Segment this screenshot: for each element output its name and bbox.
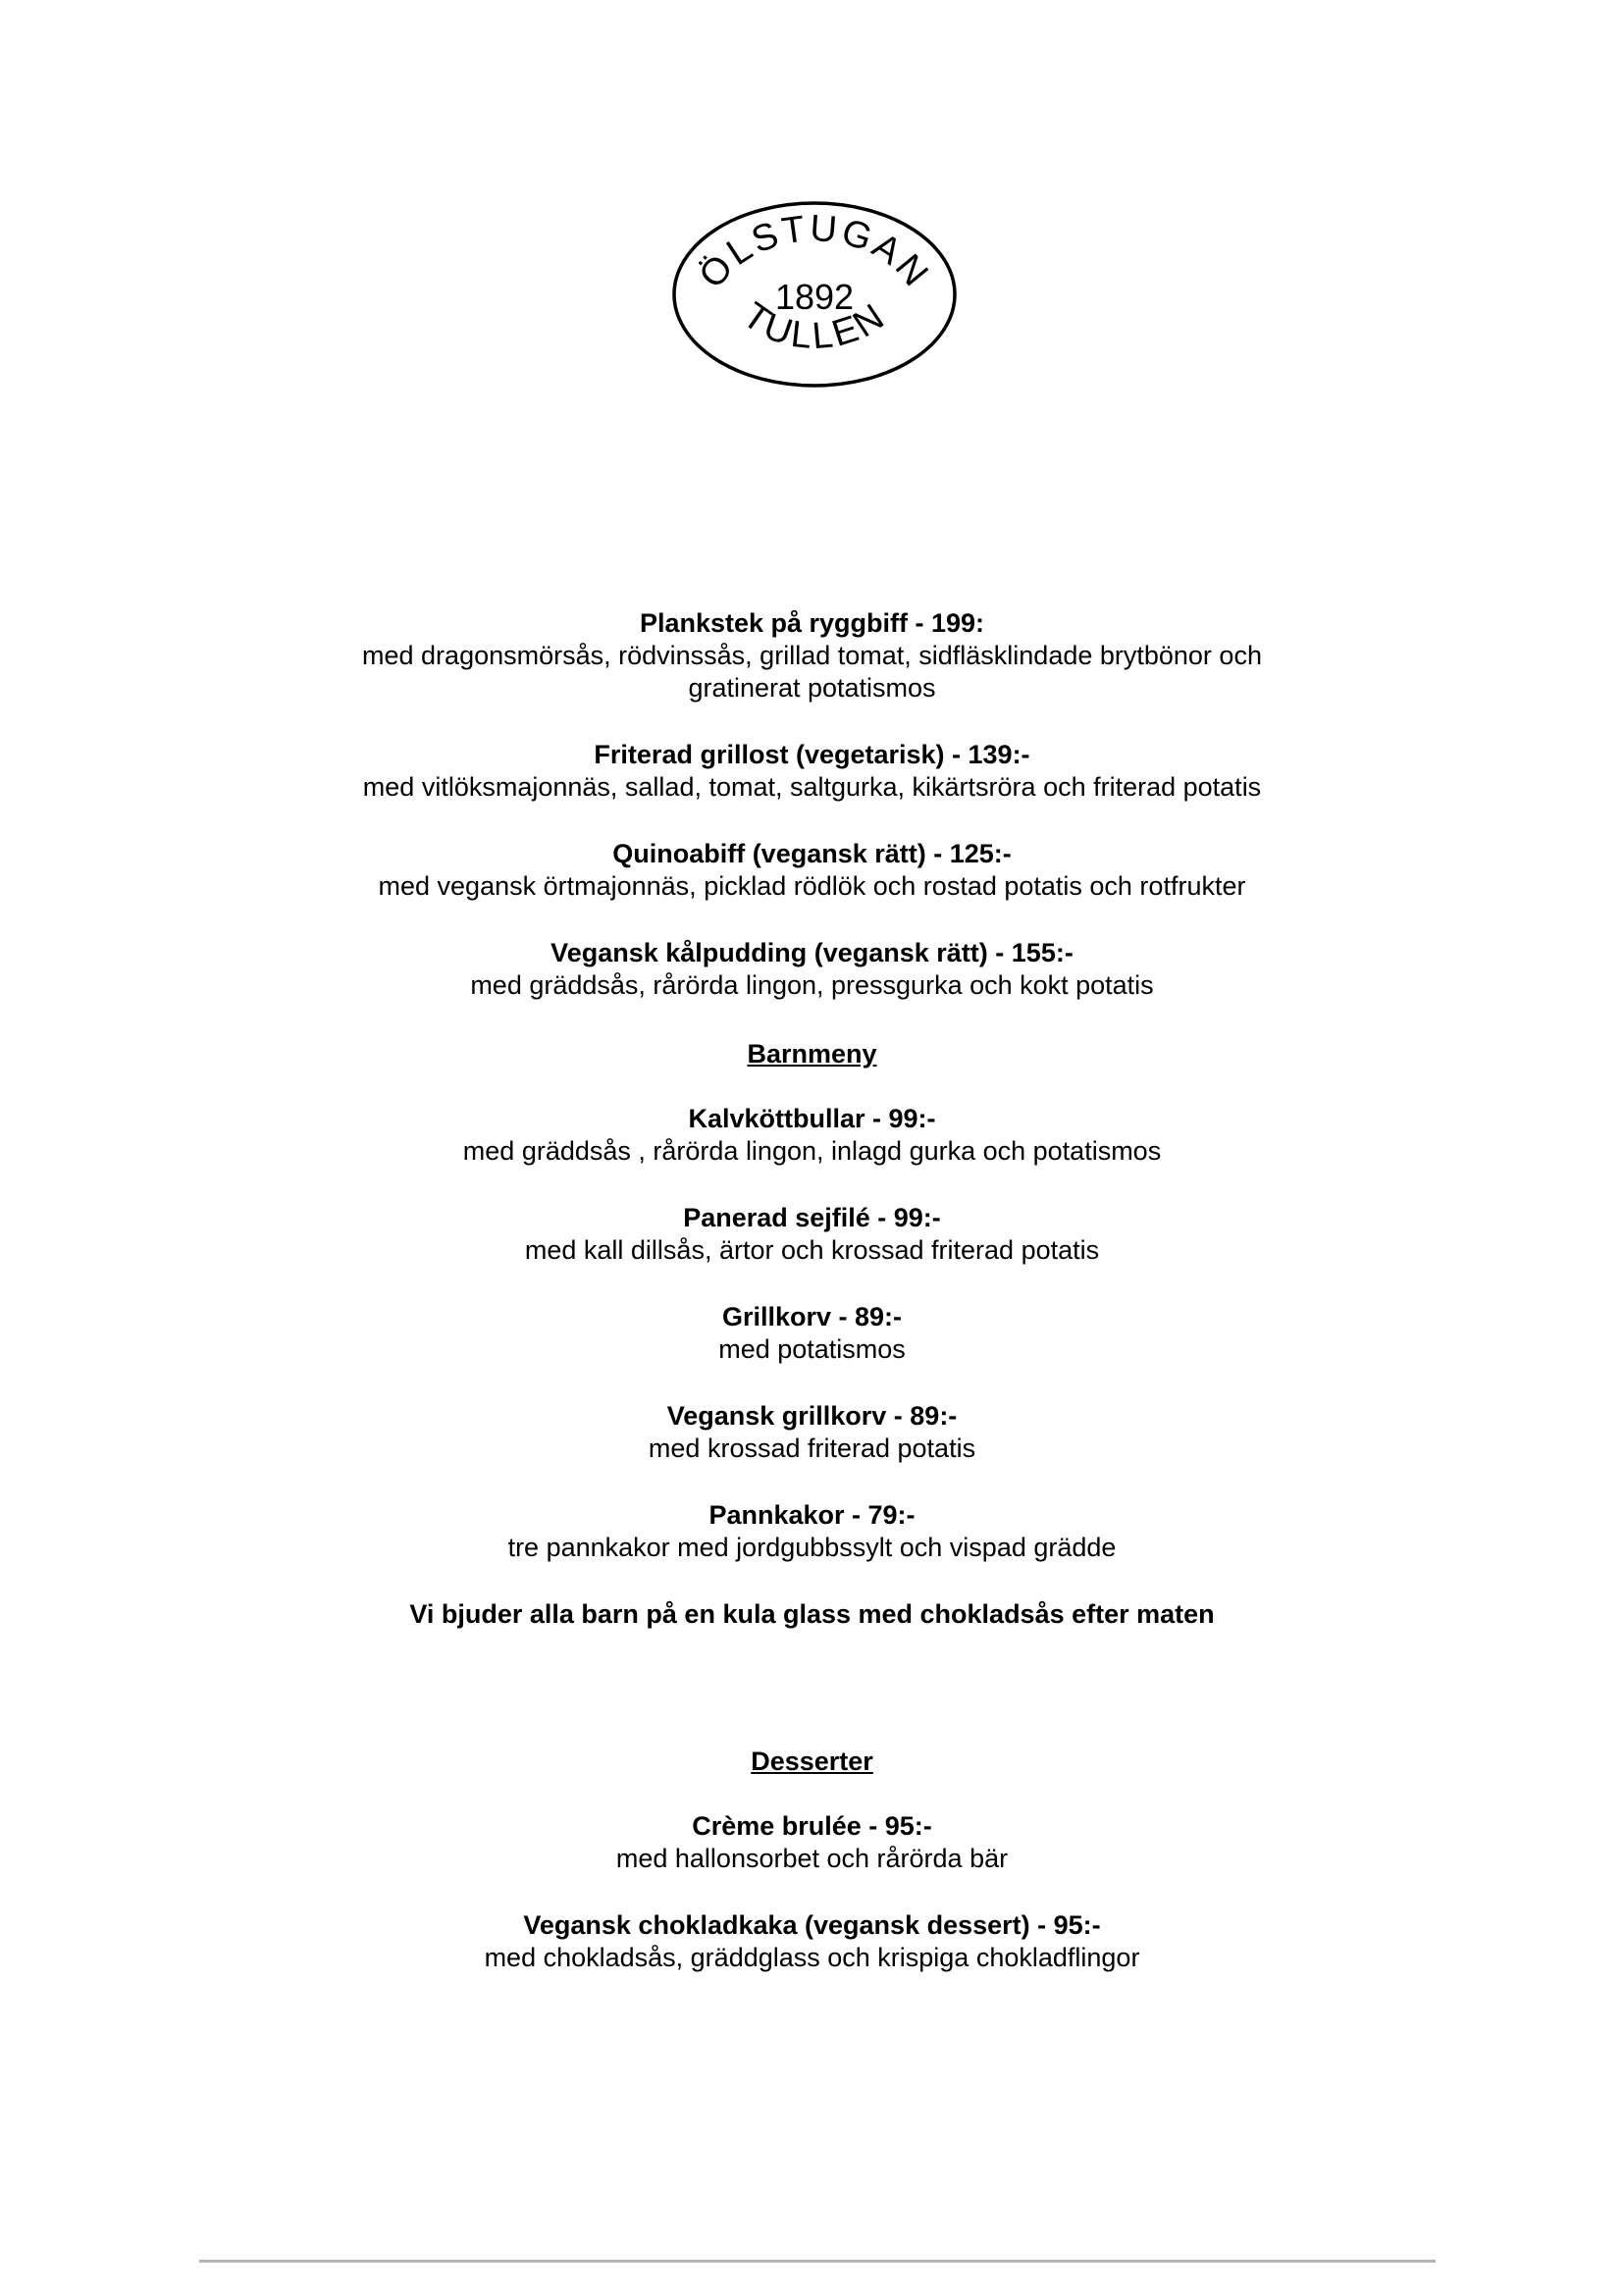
menu-item bbox=[0, 1300, 1624, 1366]
menu-item bbox=[0, 837, 1624, 903]
dish-name: Grillkorv - 89:- bbox=[721, 1302, 903, 1331]
menu-item bbox=[0, 1498, 1624, 1564]
logo-top-text: ÖLSTUGAN bbox=[691, 207, 938, 296]
menu-item bbox=[0, 1102, 1624, 1168]
dish-description: med potatismos bbox=[718, 1334, 906, 1364]
logo-bottom-text: TULLEN bbox=[735, 294, 894, 358]
dish-name: Crème brulée - 95:- bbox=[692, 1811, 932, 1841]
kids-menu-heading: Barnmeny bbox=[747, 1039, 877, 1069]
dish-description: med krossad friterad potatis bbox=[648, 1434, 976, 1463]
dish-name: Panerad sejfilé - 99:- bbox=[683, 1203, 941, 1232]
menu-item bbox=[0, 1201, 1624, 1267]
dish-description: med gräddsås , rårörda lingon, inlagd gurka och potatismos bbox=[462, 1136, 1162, 1166]
footer-divider bbox=[199, 2260, 1436, 2263]
desserts-menu bbox=[0, 1745, 1624, 2008]
menu-item bbox=[0, 1809, 1624, 1875]
dish-name: Pannkakor - 79:- bbox=[708, 1500, 916, 1530]
menu-item bbox=[0, 606, 1624, 704]
dish-description: med vegansk örtmajonnäs, picklad rödlök och rostad potatis och rotfrukter bbox=[378, 871, 1246, 901]
restaurant-logo bbox=[671, 199, 958, 390]
menu-item bbox=[0, 1908, 1624, 1974]
dish-description: med vitlöksmajonnäs, sallad, tomat, saltgurka, kikärtsröra och friterad potatis bbox=[362, 772, 1262, 802]
kids-menu bbox=[0, 1037, 1624, 1631]
dish-name: Vegansk grillkorv - 89:- bbox=[666, 1401, 958, 1431]
dish-name: Vegansk kålpudding (vegansk rätt) - 155:- bbox=[550, 938, 1074, 967]
menu-item bbox=[0, 1399, 1624, 1465]
dish-name: Friterad grillost (vegetarisk) - 139:- bbox=[594, 740, 1030, 769]
desserts-heading: Desserter bbox=[751, 1747, 873, 1776]
main-menu bbox=[0, 606, 1624, 1035]
dish-description: med dragonsmörsås, rödvinssås, grillad tomat, sidfläsklindade brytbönor och gratinerat potatismos bbox=[362, 641, 1262, 703]
dish-description: med kall dillsås, ärtor och krossad friterad potatis bbox=[524, 1235, 1100, 1265]
dish-name: Vegansk chokladkaka (vegansk dessert) - 95:- bbox=[523, 1910, 1101, 1940]
dish-name: Kalvköttbullar - 99:- bbox=[688, 1104, 936, 1133]
menu-item bbox=[0, 936, 1624, 1002]
dish-description: med gräddsås, rårörda lingon, pressgurka och kokt potatis bbox=[470, 970, 1154, 1000]
dish-name: Quinoabiff (vegansk rätt) - 125:- bbox=[612, 839, 1012, 868]
menu-item bbox=[0, 738, 1624, 804]
dish-description: tre pannkakor med jordgubbssylt och vispad grädde bbox=[507, 1533, 1117, 1562]
dish-description: med hallonsorbet och rårörda bär bbox=[615, 1844, 1009, 1873]
logo-year: 1892 bbox=[774, 277, 855, 317]
dish-name: Plankstek på ryggbiff - 199: bbox=[639, 608, 985, 638]
dish-description: med chokladsås, gräddglass och krispiga chokladflingor bbox=[484, 1943, 1140, 1972]
kids-menu-note: Vi bjuder alla barn på en kula glass med chokladsås efter maten bbox=[409, 1599, 1215, 1629]
